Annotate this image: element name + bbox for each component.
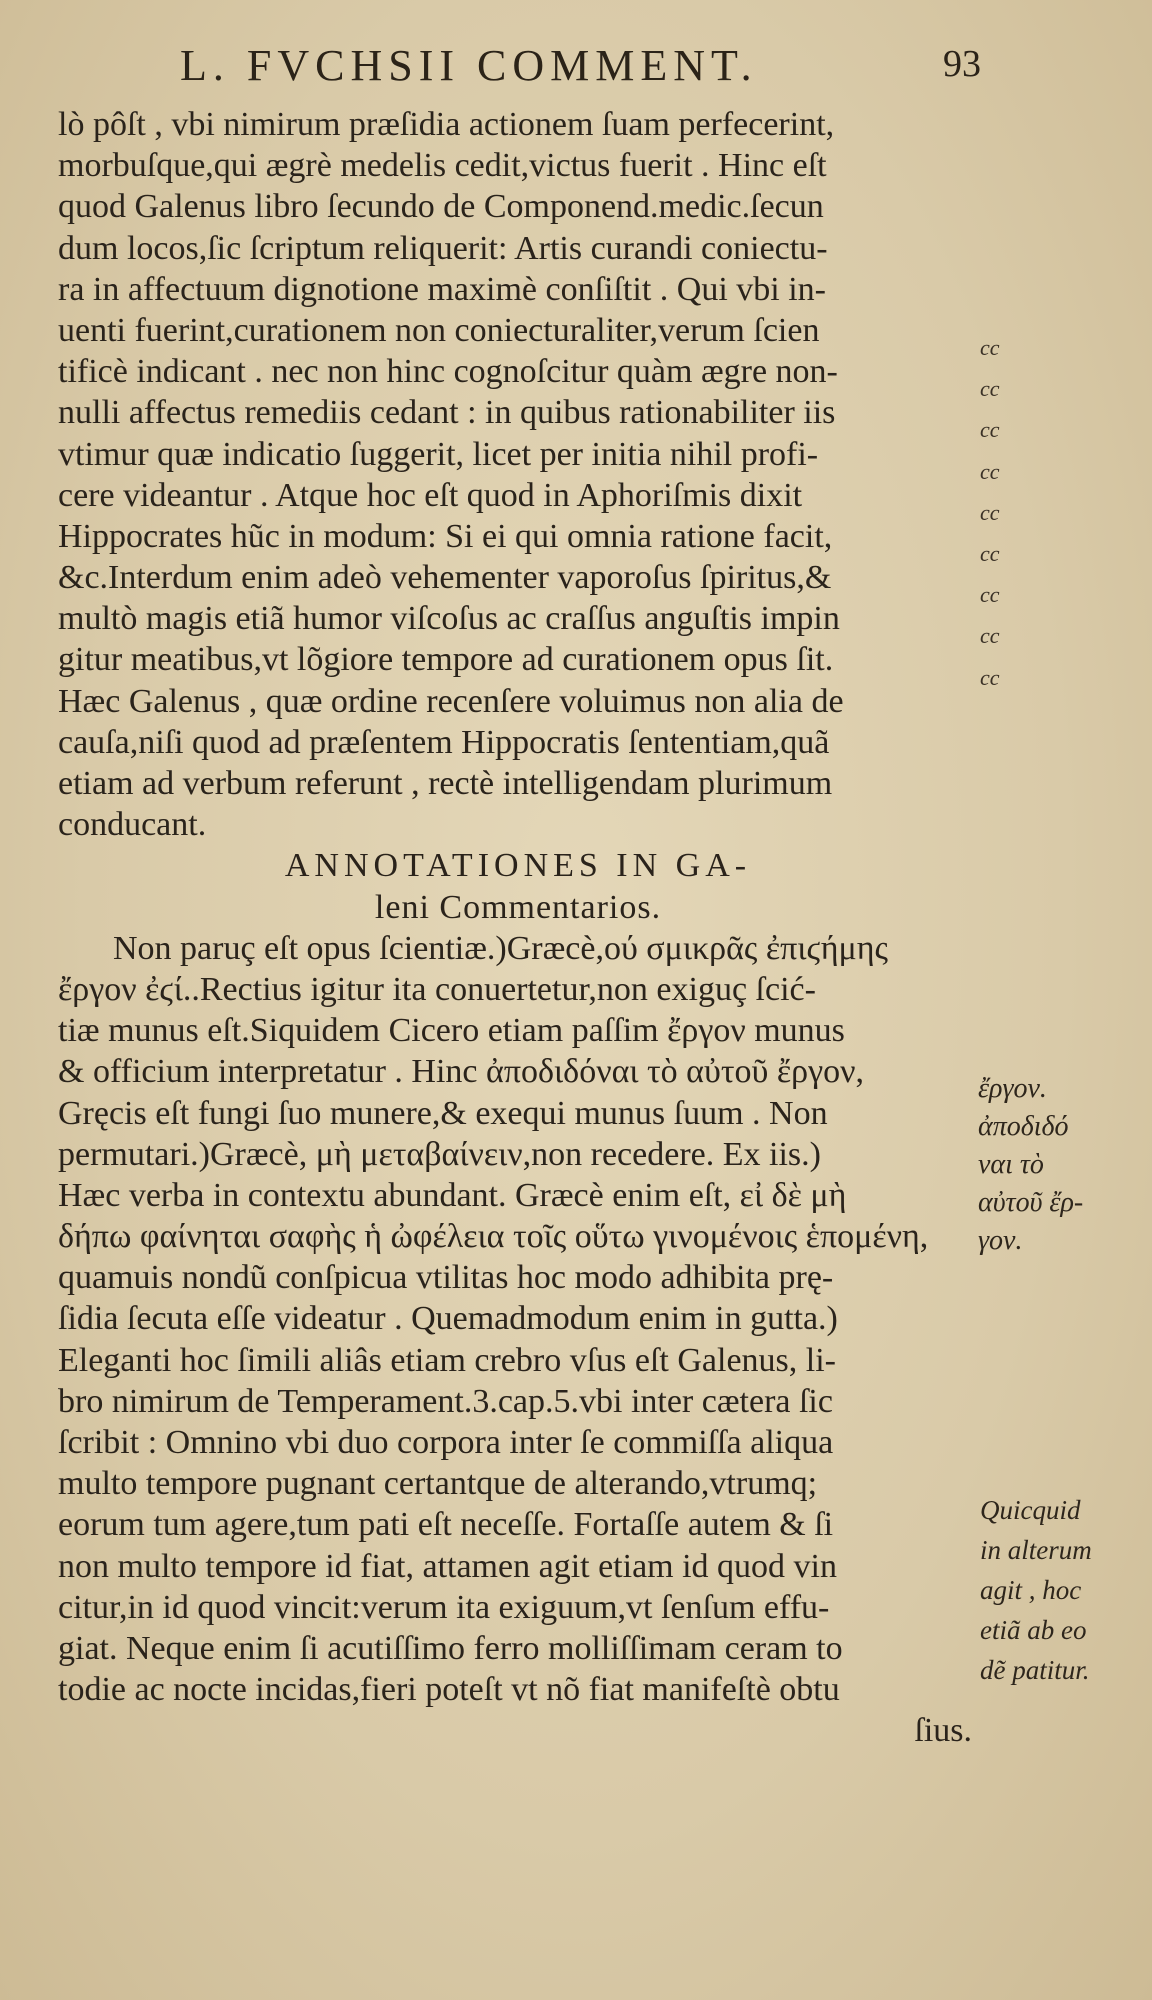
page-number: 93	[943, 43, 981, 85]
body-line: dum locos,ſic ſcriptum reliquerit: Artis curandi coniectu-	[58, 229, 828, 267]
body-line: non multo tempore id fiat, attamen agit etiam id quod vin	[58, 1547, 837, 1585]
body-line: δήπω φαίνηται σαφὴς ἡ ὠφέλεια τοῖς οὕτω γινομένοις ἑπομένη,	[58, 1218, 929, 1256]
margin-note-line: γον.	[978, 1225, 1023, 1256]
body-line-last: ſius.	[914, 1712, 972, 1750]
body-line: cere videantur . Atque hoc eſt quod in Aphoriſmis dixit	[58, 476, 803, 514]
main-text-block	[58, 104, 978, 1752]
body-line: vtimur quæ indicatio ſuggerit, licet per initia nihil profi-	[58, 435, 819, 473]
margin-note-line: in alterum	[980, 1535, 1092, 1565]
margin-note-line: ἔργον.	[978, 1073, 1047, 1104]
body-line: giat. Neque enim ſi acutiſſimo ferro molliſſimam ceram to	[58, 1629, 843, 1667]
body-line: conducant.	[58, 806, 207, 844]
body-line: tiæ munus eſt.Siquidem Cicero etiam paſſim ἔργον munus	[58, 1012, 845, 1050]
margin-note-latin	[980, 1490, 1140, 1690]
quote-mark: cc	[980, 376, 1000, 402]
margin-note-greek	[978, 1070, 1128, 1260]
margin-quote-marks	[980, 324, 1020, 695]
margin-note-line: agit , hoc	[980, 1575, 1082, 1605]
body-line: nulli affectus remediis cedant : in quibus rationabiliter iis	[58, 394, 836, 432]
section-heading-continued: leni Commentarios.	[374, 888, 662, 926]
margin-note-line: dẽ patitur.	[980, 1655, 1090, 1685]
margin-note-line: Quicquid	[980, 1495, 1081, 1525]
body-line: ra in affectuum dignotione maximè conſiſtit . Qui vbi in-	[58, 270, 826, 308]
running-title: L. FVCHSII COMMENT.	[180, 41, 758, 90]
body-line: lò pôſt , vbi nimirum præſidia actionem ſuam perfecerint,	[58, 106, 835, 143]
body-line: multo tempore pugnant certantque de alterando,vtrumq;	[58, 1465, 818, 1503]
body-line: quamuis nondũ conſpicua vtilitas hoc modo adhibita prę-	[58, 1259, 834, 1297]
body-line: etiam ad verbum referunt , rectè intelligendam plurimum	[58, 765, 833, 802]
margin-note-line: ἀποδιδό	[978, 1111, 1069, 1142]
body-line: morbuſque,qui ægrè medelis cedit,victus fuerit . Hinc eſt	[58, 147, 827, 185]
body-line: quod Galenus libro ſecundo de Componend.medic.ſecun	[58, 188, 824, 226]
quote-mark: cc	[980, 582, 1000, 608]
body-line: Hæc Galenus , quæ ordine recenſere voluimus non alia de	[58, 682, 844, 720]
margin-note-line: etiã ab eo	[980, 1615, 1087, 1645]
quote-mark: cc	[980, 540, 1000, 566]
body-line: & officium interpretatur . Hinc ἀποδιδόναι τὸ αὐτοῦ ἔργον,	[58, 1053, 864, 1091]
body-line: cauſa,niſi quod ad præſentem Hippocratis ſententiam,quã	[58, 723, 830, 761]
body-line: ſidia ſecuta eſſe videatur . Quemadmodum enim in gutta.)	[58, 1300, 838, 1338]
body-line: Eleganti hoc ſimili aliâs etiam crebro vſus eſt Galenus, li-	[58, 1341, 836, 1379]
body-line: Gręcis eſt fungi ſuo munere,& exequi munus ſuum . Non	[58, 1094, 828, 1132]
body-line: Hæc verba in contextu abundant. Græcè enim eſt, εἰ δὲ μὴ	[58, 1176, 847, 1214]
body-line: tificè indicant . nec non hinc cognoſcitur quàm ægre non-	[58, 353, 838, 391]
body-line: eorum tum agere,tum pati eſt neceſſe. Fortaſſe autem & ſi	[58, 1506, 834, 1544]
body-line: &c.Interdum enim adeò vehementer vaporoſus ſpiritus,&	[58, 559, 832, 597]
quote-mark: cc	[980, 335, 1000, 360]
body-line: ἔργον ἐϛί..Rectius igitur ita conuertetur,non exiguç ſcić-	[58, 970, 816, 1008]
section-heading: ANNOTATIONES IN GA-	[284, 847, 752, 885]
quote-mark: cc	[980, 623, 1000, 649]
quote-mark: cc	[980, 499, 1000, 525]
quote-mark: cc	[980, 417, 1000, 443]
body-line: permutari.)Græcè, μὴ μεταβαίνειν,non recedere. Ex iis.)	[58, 1135, 821, 1173]
body-line: bro nimirum de Temperament.3.cap.5.vbi inter cætera ſic	[58, 1382, 833, 1420]
body-line: citur,in id quod vincit:verum ita exiguum,vt ſenſum effu-	[58, 1588, 830, 1626]
margin-note-line: αὐτοῦ ἔρ-	[978, 1187, 1084, 1218]
quote-mark: cc	[980, 458, 1000, 484]
quote-mark: cc	[980, 664, 1000, 690]
body-line: ſcribit : Omnino vbi duo corpora inter ſe commiſſa aliqua	[58, 1424, 834, 1461]
body-line: uenti fuerint,curationem non coniecturaliter,verum ſcien	[58, 311, 820, 349]
body-line: todie ac nocte incidas,fieri poteſt vt nõ fiat manifeſtè obtu	[58, 1671, 840, 1709]
body-line: Hippocrates hũc in modum: Si ei qui omnia ratione facit,	[58, 517, 833, 555]
margin-note-line: ναι τὸ	[978, 1149, 1044, 1180]
body-line: Non paruç eſt opus ſcientiæ.)Græcè,ού σμικρᾶς ἐπιϛήμης	[113, 929, 889, 967]
body-line: multò magis etiã humor viſcoſus ac craſſus anguſtis impin	[58, 600, 840, 638]
body-line: gitur meatibus,vt lõgiore tempore ad curationem opus ſit.	[58, 641, 834, 679]
